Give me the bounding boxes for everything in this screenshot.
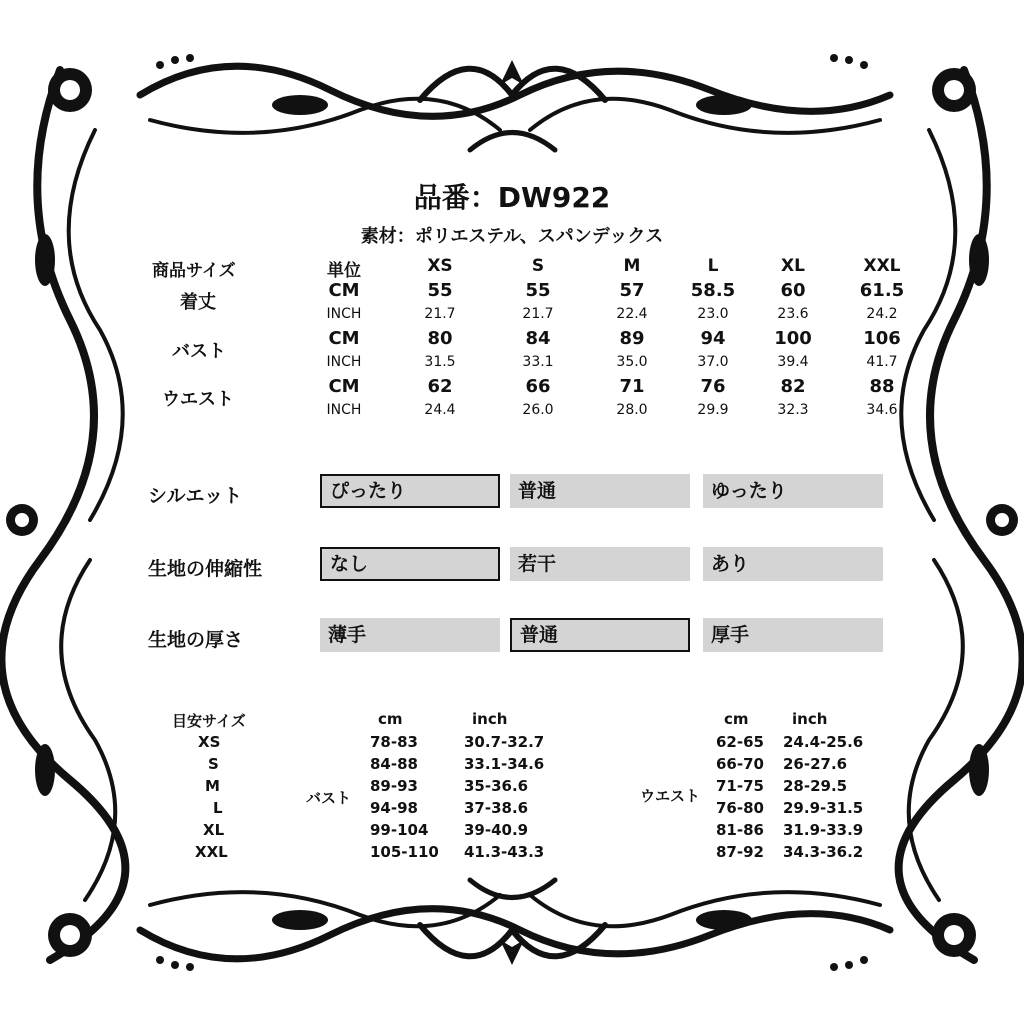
guide-bust-cm-header: cm [378, 710, 403, 728]
guide-bust-inch: 39-40.9 [464, 821, 529, 839]
guide-bust-cm: 94-98 [370, 799, 418, 817]
inch-value: 28.0 [616, 402, 648, 418]
inch-value: 24.4 [424, 402, 456, 418]
cm-value: 89 [619, 328, 645, 349]
cm-value: 100 [774, 328, 812, 349]
product-code-title: 品番：DW922 [413, 181, 611, 214]
guide-waist-inch: 26-27.6 [783, 755, 848, 773]
option-fitted-selected: ぴったり [320, 474, 500, 508]
cm-value: 106 [863, 328, 901, 349]
cm-value: 62 [427, 376, 453, 397]
guide-bust-label: バスト [306, 789, 352, 807]
cm-value: 60 [780, 280, 806, 301]
size-header-l: L [707, 256, 719, 276]
inch-value: 24.2 [866, 306, 898, 322]
cm-value: 66 [525, 376, 551, 397]
option-none-selected: なし [320, 547, 500, 581]
attr-label-thickness: 生地の厚さ [148, 629, 244, 651]
unit-header: 単位 [327, 261, 361, 281]
guide-waist-cm: 62-65 [716, 733, 764, 751]
guide-size: L [213, 799, 223, 817]
guide-waist-cm: 81-86 [716, 821, 764, 839]
guide-bust-inch: 37-38.6 [464, 799, 529, 817]
cm-value: 88 [869, 376, 895, 397]
size-header-xxl: XXL [863, 256, 901, 276]
attr-label-stretch: 生地の伸縮性 [148, 558, 263, 580]
cm-value: 80 [427, 328, 453, 349]
guide-bust-inch: 41.3-43.3 [464, 843, 545, 861]
cm-value: 82 [780, 376, 806, 397]
option-loose: ゆったり [703, 474, 883, 508]
guide-waist-cm-header: cm [724, 710, 749, 728]
inch-value: 29.9 [697, 402, 729, 418]
guide-bust-inch-header: inch [472, 710, 508, 728]
guide-waist-inch-header: inch [792, 710, 828, 728]
inch-value: 35.0 [616, 354, 648, 370]
unit-cm: CM [328, 280, 360, 301]
size-header-label: 商品サイズ [152, 261, 236, 281]
cm-value: 76 [700, 376, 726, 397]
guide-waist-label: ウエスト [640, 787, 701, 805]
cm-value: 84 [525, 328, 551, 349]
unit-cm: CM [328, 376, 360, 397]
guide-size: XL [203, 821, 225, 839]
inch-value: 41.7 [866, 354, 898, 370]
option-slight: 若干 [510, 547, 690, 581]
unit-inch: INCH [326, 354, 362, 370]
cm-value: 57 [619, 280, 645, 301]
option-thick: 厚手 [703, 618, 883, 652]
guide-bust-cm: 89-93 [370, 777, 418, 795]
size-header-xl: XL [781, 256, 805, 276]
option-regular: 普通 [510, 474, 690, 508]
inch-value: 21.7 [424, 306, 456, 322]
guide-title: 目安サイズ [172, 712, 246, 730]
cm-value: 61.5 [859, 280, 905, 301]
inch-value: 32.3 [777, 402, 809, 418]
inch-value: 37.0 [697, 354, 729, 370]
inch-value: 26.0 [522, 402, 554, 418]
guide-waist-inch: 29.9-31.5 [783, 799, 864, 817]
unit-inch: INCH [326, 402, 362, 418]
material-text: 素材：ポリエステル、スパンデックス [360, 226, 664, 247]
size-header-s: S [531, 256, 545, 276]
guide-waist-cm: 71-75 [716, 777, 764, 795]
inch-value: 22.4 [616, 306, 648, 322]
inch-value: 31.5 [424, 354, 456, 370]
row-label-waist: ウエスト [162, 389, 234, 410]
cm-value: 55 [525, 280, 551, 301]
guide-bust-inch: 30.7-32.7 [464, 733, 545, 751]
guide-bust-inch: 35-36.6 [464, 777, 529, 795]
guide-size: S [208, 755, 219, 773]
size-header-m: M [623, 256, 641, 276]
unit-cm: CM [328, 328, 360, 349]
guide-waist-inch: 24.4-25.6 [783, 733, 864, 751]
inch-value: 34.6 [866, 402, 898, 418]
cm-value: 71 [619, 376, 645, 397]
guide-bust-cm: 99-104 [370, 821, 429, 839]
guide-waist-cm: 76-80 [716, 799, 764, 817]
inch-value: 33.1 [522, 354, 554, 370]
option-thin: 薄手 [320, 618, 500, 652]
inch-value: 21.7 [522, 306, 554, 322]
option-normal-selected: 普通 [510, 618, 690, 652]
size-header-xs: XS [427, 256, 453, 276]
inch-value: 23.6 [777, 306, 809, 322]
guide-waist-cm: 87-92 [716, 843, 764, 861]
guide-bust-cm: 105-110 [370, 843, 439, 861]
row-label-length: 着丈 [180, 292, 216, 313]
guide-waist-inch: 31.9-33.9 [783, 821, 864, 839]
guide-waist-cm: 66-70 [716, 755, 764, 773]
guide-waist-inch: 28-29.5 [783, 777, 848, 795]
guide-waist-inch: 34.3-36.2 [783, 843, 864, 861]
guide-bust-cm: 78-83 [370, 733, 418, 751]
guide-bust-inch: 33.1-34.6 [464, 755, 545, 773]
guide-size: XXL [195, 843, 228, 861]
guide-bust-cm: 84-88 [370, 755, 418, 773]
row-label-bust: バスト [172, 341, 226, 362]
inch-value: 39.4 [777, 354, 809, 370]
guide-size: XS [198, 733, 221, 751]
unit-inch: INCH [326, 306, 362, 322]
guide-size: M [205, 777, 220, 795]
inch-value: 23.0 [697, 306, 729, 322]
option-yes: あり [703, 547, 883, 581]
cm-value: 58.5 [690, 280, 736, 301]
attr-label-silhouette: シルエット [148, 485, 243, 507]
cm-value: 55 [427, 280, 453, 301]
cm-value: 94 [700, 328, 726, 349]
